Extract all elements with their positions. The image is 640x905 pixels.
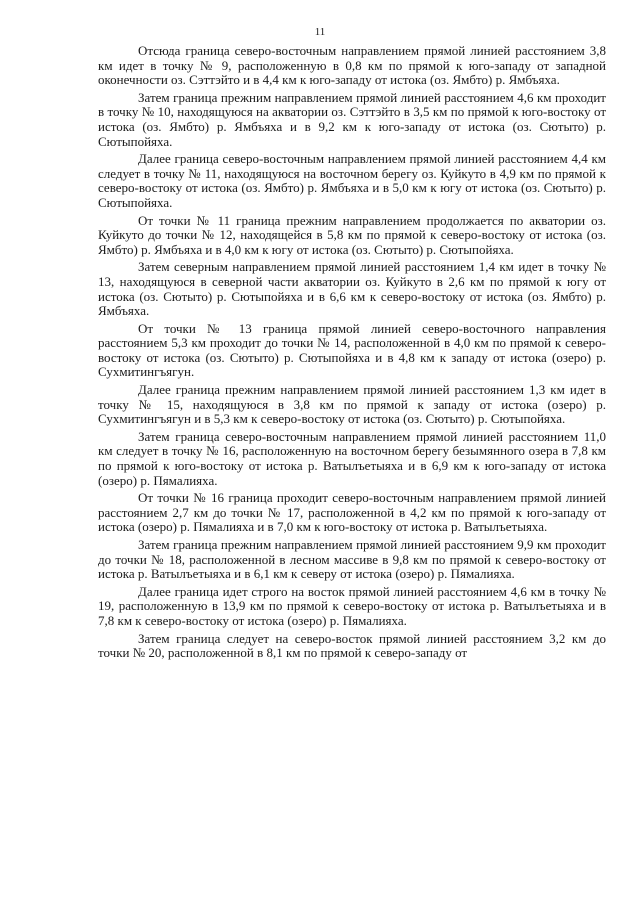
- document-body: [98, 44, 606, 664]
- paragraph-2: Затем граница прежним направлением прямой линией расстоянием 4,6 км проходит в точку № 10, находящуюся на акватории оз. Сэттэйто в 3,5 км по прямой к юго-востоку от истока (оз. Ямбто) р. Ямбъяха и в 9,2 км к юго-западу от истока (оз. Сютыто) р. Сютыпойяха.: [98, 89, 606, 149]
- page-number: 11: [314, 26, 326, 38]
- paragraph-4: От точки № 11 граница прежним направлением продолжается по акватории оз. Куйкуто до точки № 12, находящейся в 5,8 км по прямой к северо-востоку от истока (оз. Ямбто) р. Ямбъяха и в 4,0 км к югу от истока (оз. Сютыто) р. Сютыпойяха.: [98, 212, 606, 257]
- paragraph-1: Отсюда граница северо-восточным направлением прямой линией расстоянием 3,8 км идет в точку № 9, расположенную в 0,8 км по прямой к юго-западу от западной оконечности оз. Сэттэйто и в 4,4 км к юго-западу от истока (оз. Ямбто) р. Ямбъяха.: [98, 43, 606, 88]
- paragraph-5: Затем северным направлением прямой линией расстоянием 1,4 км идет в точку № 13, находящуюся в северной части акватории оз. Куйкуто в 2,6 км по прямой к югу от истока (оз. Сютыто) р. Сютыпойяха и в 6,6 км к северо-востоку от истока (оз. Ямбто) р. Ямбъяха.: [98, 259, 606, 319]
- paragraph-10: Затем граница прежним направлением прямой линией расстоянием 9,9 км проходит до точки № 18, расположенной в лесном массиве в 9,8 км по прямой к северо-востоку от истока р. Ватылъетыяха и в 6,1 км к северу от истока (озеро) р. Пямалияха.: [98, 537, 606, 582]
- paragraph-12: Затем граница следует на северо-восток прямой линией расстоянием 3,2 км до точки № 20, расположенной в 8,1 км по прямой к северо-западу от: [98, 630, 606, 661]
- paragraph-11: Далее граница идет строго на восток прямой линией расстоянием 4,6 км в точку № 19, расположенную в 13,9 км по прямой к северо-востоку от истока р. Ватылъетыяха и в 7,8 км к северо-востоку от истока (озеро) р. Пямалияха.: [98, 583, 606, 628]
- paragraph-7: Далее граница прежним направлением прямой линией расстоянием 1,3 км идет в точку № 15, находящуюся в 3,8 км по прямой к западу от истока (озеро) р. Сухмитингъягун и в 5,3 км к северо-востоку от истока (оз. Сютыто) р. Сютыпойяха.: [98, 382, 606, 427]
- paragraph-3: Далее граница северо-восточным направлением прямой линией расстоянием 4,4 км следует в точку № 11, находящуюся на восточном берегу оз. Куйкуто в 4,9 км по прямой к северо-востоку от истока (оз. Ямбто) р. Ямбъяха и в 5,0 км к югу от истока (оз. Сютыто) р. Сютыпойяха.: [98, 151, 606, 210]
- paragraph-9: От точки № 16 граница проходит северо-восточным направлением прямой линией расстоянием 2,7 км до точки № 17, расположенной в 4,2 км по прямой к юго-западу от истока (озеро) р. Пямалияха и в 7,0 км к юго-востоку от истока р. Ватылъетыяха.: [98, 490, 606, 535]
- paragraph-8: Затем граница северо-восточным направлением прямой линией расстоянием 11,0 км следует в точку № 16, расположенную на восточном берегу безымянного озера в 7,8 км по прямой к юго-востоку от истока р. Ватылъетыяха и в 6,9 км к юго-западу от истока (озеро) р. Пямалияха.: [98, 428, 606, 488]
- paragraph-6: От точки № 13 граница прямой линией северо-восточного направления расстоянием 5,3 км проходит до точки № 14, расположенной в 4,0 км по прямой к северо-востоку от истока (оз. Сютыто) р. Сютыпойяха и в 4,8 км к западу от истока (озеро) р. Сухмитингъягун.: [98, 320, 606, 380]
